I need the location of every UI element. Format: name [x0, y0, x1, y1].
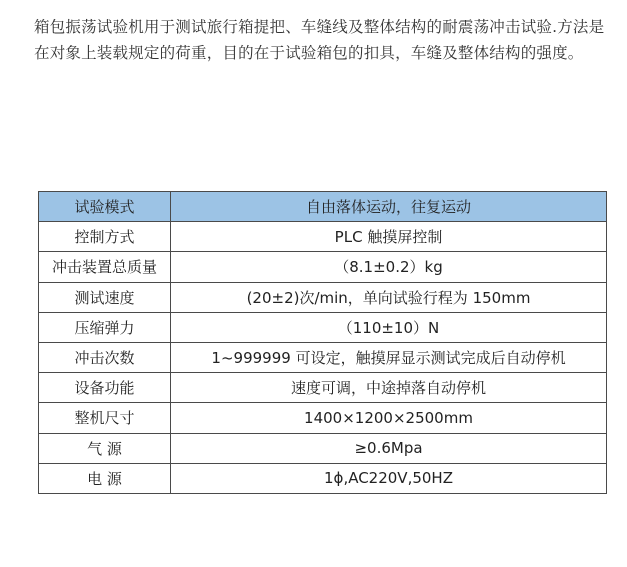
- row-label: 控制方式: [39, 222, 171, 252]
- row-label: 压缩弹力: [39, 312, 171, 342]
- table-row: [39, 282, 607, 312]
- spec-table: [38, 191, 607, 494]
- row-value: 1ϕ,AC220V,50HZ: [171, 463, 607, 493]
- row-value: （8.1±0.2）kg: [171, 252, 607, 282]
- table-row: [39, 403, 607, 433]
- row-value: PLC 触摸屏控制: [171, 222, 607, 252]
- row-label: 冲击次数: [39, 342, 171, 372]
- row-value: （110±10）N: [171, 312, 607, 342]
- row-label: 气 源: [39, 433, 171, 463]
- row-value: 1~999999 可设定，触摸屏显示测试完成后自动停机: [171, 342, 607, 372]
- header-label-cell: 试验模式: [39, 192, 171, 222]
- row-label: 设备功能: [39, 373, 171, 403]
- table-row: [39, 433, 607, 463]
- table-row: [39, 252, 607, 282]
- table-row: [39, 222, 607, 252]
- table-row: [39, 373, 607, 403]
- row-value: 1400×1200×2500mm: [171, 403, 607, 433]
- table-row: [39, 312, 607, 342]
- table-header-row: [39, 192, 607, 222]
- row-label: 电 源: [39, 463, 171, 493]
- row-label: 整机尺寸: [39, 403, 171, 433]
- row-value: ≥0.6Mpa: [171, 433, 607, 463]
- header-value-cell: 自由落体运动，往复运动: [171, 192, 607, 222]
- row-label: 测试速度: [39, 282, 171, 312]
- row-value: 速度可调，中途掉落自动停机: [171, 373, 607, 403]
- table-row: [39, 342, 607, 372]
- intro-text: [34, 14, 616, 66]
- intro-paragraph: 箱包振荡试验机用于测试旅行箱提把、车缝线及整体结构的耐震荡冲击试验.方法是在对象上装载规定的荷重，目的在于试验箱包的扣具，车缝及整体结构的强度。: [34, 18, 605, 62]
- row-label: 冲击装置总质量: [39, 252, 171, 282]
- table-row: [39, 463, 607, 493]
- row-value: (20±2)次/min，单向试验行程为 150mm: [171, 282, 607, 312]
